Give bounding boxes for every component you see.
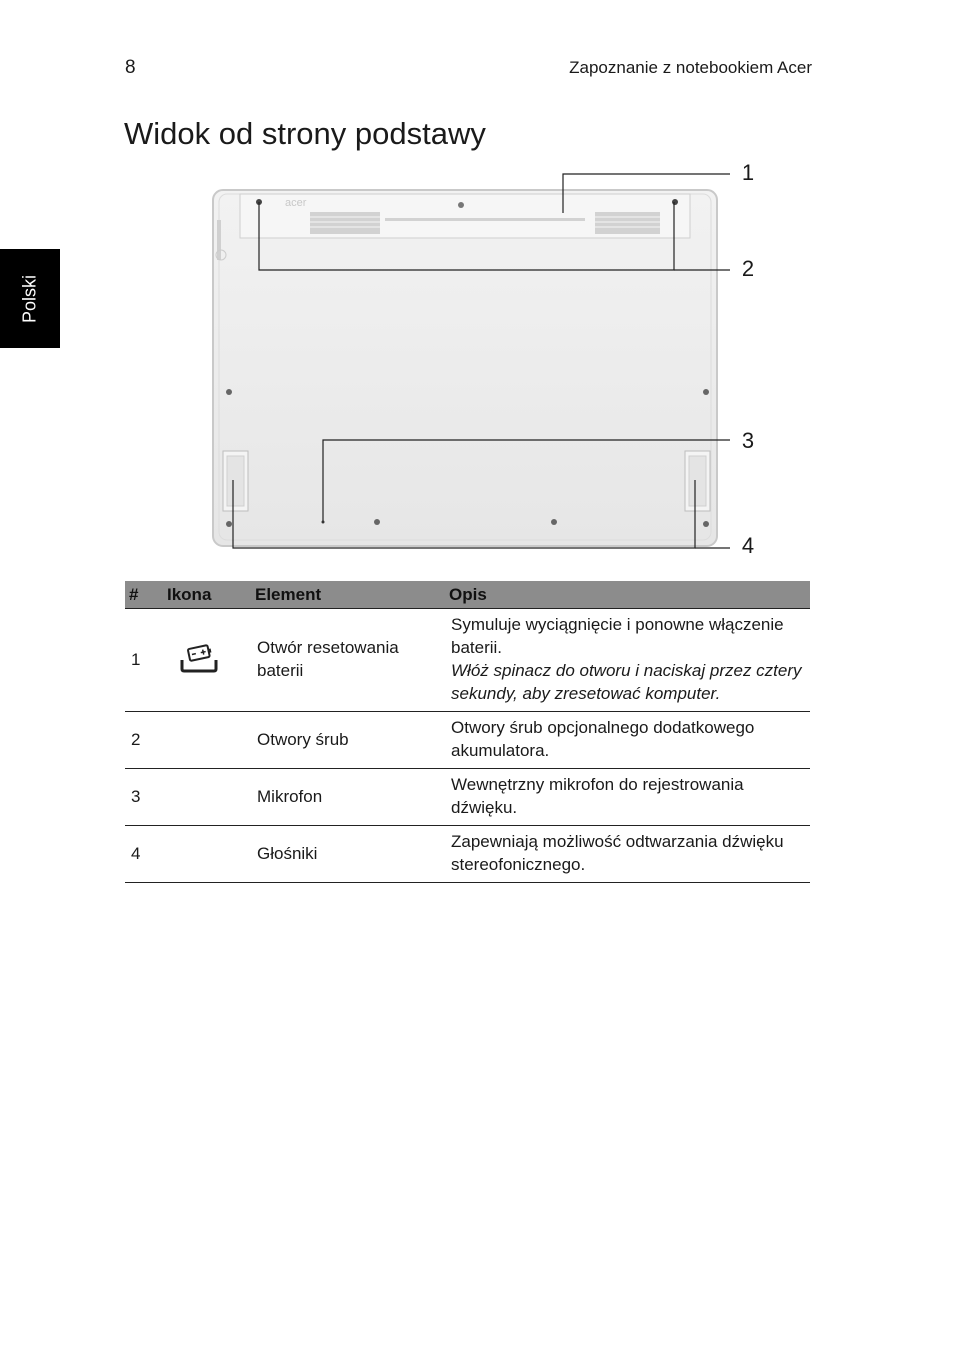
laptop-bottom-illustration [205,160,765,560]
laptop-bottom-view-figure [205,160,765,560]
description-note: Włóż spinacz do otworu i naciskaj przez cztery sekundy, aby zresetować komputer. [451,661,802,703]
callout-2: 2 [741,256,755,281]
row-element: Mikrofon [251,769,445,826]
description-text: Symuluje wyciągnięcie i ponowne włączenie baterii. [451,615,784,657]
row-description [445,609,810,712]
row-element: Otwory śrub [251,712,445,769]
running-header: Zapoznanie z notebookiem Acer [569,58,812,77]
table-row [125,826,810,883]
components-table [125,581,810,883]
language-tab-label: Polski [19,274,40,323]
header-description: Opis [445,581,810,609]
row-number: 4 [125,826,163,883]
row-description: Wewnętrzny mikrofon do rejestrowania dźwięku. [445,769,810,826]
table-row [125,769,810,826]
header-number: # [125,581,163,609]
row-description: Zapewniają możliwość odtwarzania dźwięku stereofonicznego. [445,826,810,883]
row-number: 1 [125,609,163,712]
row-icon [163,712,251,769]
page-number: 8 [125,57,136,78]
language-tab [0,249,60,348]
callout-4: 4 [741,533,755,558]
row-number: 2 [125,712,163,769]
row-number: 3 [125,769,163,826]
row-icon [163,769,251,826]
table-row [125,609,810,712]
header-icon: Ikona [163,581,251,609]
row-description: Otwory śrub opcjonalnego dodatkowego akumulatora. [445,712,810,769]
brand-mark: acer [285,197,307,209]
row-element: Otwór resetowania baterii [251,609,445,712]
row-icon [163,609,251,712]
row-icon [163,826,251,883]
table-row [125,712,810,769]
header-element: Element [251,581,445,609]
page-title: Widok od strony podstawy [124,116,486,151]
callout-1: 1 [741,160,755,185]
table-header-row [125,581,810,609]
callout-3: 3 [741,428,755,453]
row-element: Głośniki [251,826,445,883]
battery-reset-icon [179,644,219,674]
